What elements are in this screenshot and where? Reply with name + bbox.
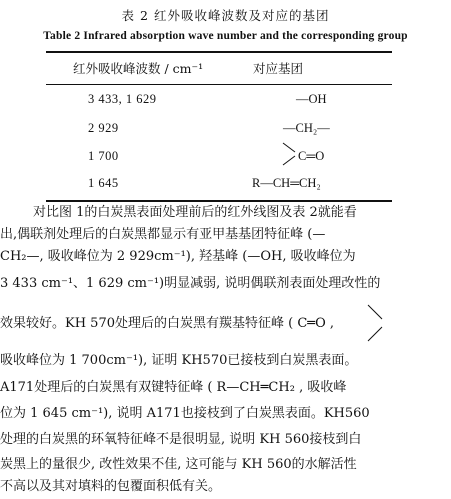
- table-caption-en: Table 2 Infrared absorption wave number and the corresponding group: [43, 30, 408, 42]
- paragraph-line: 位为 1 645 cm⁻¹), 说明 A171也接枝到了白炭黑表面。KH560: [0, 406, 370, 421]
- paragraph-line: 炭黑上的量很少, 改性效果不佳, 这可能与 KH 560的水解活性: [0, 457, 357, 472]
- paragraph-line: 处理的白炭黑的环氧特征峰不是很明显, 说明 KH 560接枝到白: [0, 432, 362, 447]
- table-cell-wavenumber: 2 929: [88, 121, 119, 135]
- table-cell-wavenumber: 3 433, 1 629: [88, 92, 157, 106]
- table-top-rule: [46, 51, 392, 53]
- paragraph-line: 对比图 1的白炭黑表面处理前后的红外线图及表 2就能看: [33, 205, 357, 220]
- header-wavenumber: 红外吸收峰波数 / cm⁻¹: [73, 61, 204, 76]
- paragraph-line: 出,偶联剂处理后的白炭黑都显示有亚甲基基团特征峰 (—: [0, 227, 326, 242]
- table-cell-group: C═O: [298, 149, 325, 163]
- paragraph-line: A171处理后的白炭黑有双键特征峰 ( R—CH═CH₂ , 吸收峰: [0, 380, 347, 395]
- carbonyl-bonds-graphic: [364, 303, 390, 343]
- paragraph-line: 3 433 cm⁻¹、1 629 cm⁻¹)明显减弱, 说明偶联剂表面处理改性的: [0, 276, 381, 291]
- paragraph-line: 吸收峰位为 1 700cm⁻¹), 证明 KH570已接枝到白炭黑表面。: [0, 353, 358, 368]
- table-cell-group: —CH₂—: [283, 121, 330, 135]
- table-cell-group: —OH: [296, 92, 327, 106]
- table-cell-wavenumber: 1 700: [88, 149, 119, 163]
- paragraph-line: 不高以及其对填料的包覆面积低有关。: [0, 479, 222, 494]
- table-caption-cn: 表 2 红外吸收峰波数及对应的基团: [121, 8, 330, 23]
- table-cell-group: R—CH═CH₂: [252, 176, 321, 190]
- table-cell-wavenumber: 1 645: [88, 176, 119, 190]
- header-group: 对应基团: [253, 61, 304, 76]
- paragraph-line: CH₂—, 吸收峰位为 2 929cm⁻¹), 羟基峰 (—OH, 吸收峰位为: [0, 249, 356, 264]
- table-header-rule: [46, 84, 392, 85]
- paragraph-line: 效果较好。KH 570处理后的白炭黑有羰基特征峰 ( C═O ,: [0, 316, 335, 331]
